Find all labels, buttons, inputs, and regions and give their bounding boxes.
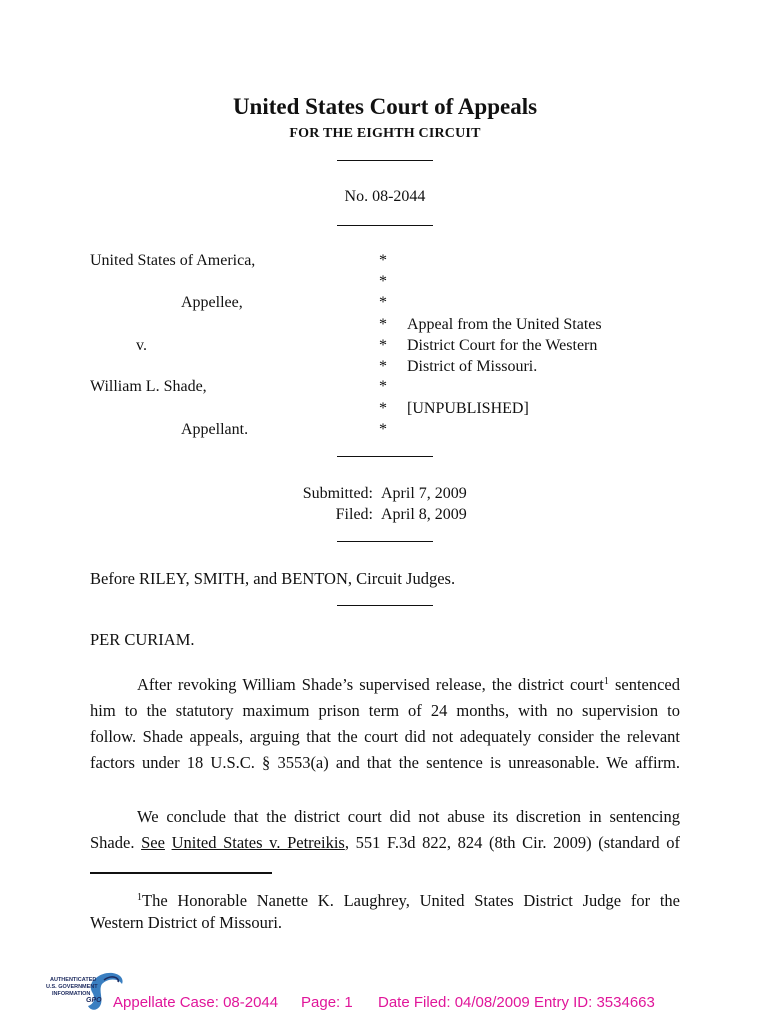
court-title: United States Court of Appeals	[232, 94, 538, 119]
caption-star: *	[379, 252, 387, 269]
caption-star: *	[379, 400, 387, 417]
party-appellee-role: Appellee,	[181, 294, 243, 311]
text: The Honorable Nanette K. Laughrey, United States District Judge for the	[142, 891, 680, 910]
circuit-subtitle: FOR THE EIGHTH CIRCUIT	[289, 126, 481, 141]
footer-case-number: Appellate Case: 08-2044	[113, 994, 279, 1011]
opinion-para2-line: We conclude that the district court did not abuse its discretion in sentencing	[137, 807, 680, 826]
filed-label: Filed:	[335, 506, 373, 523]
appeal-from-line2: District Court for the Western	[407, 337, 598, 354]
signal-see: See	[141, 833, 165, 852]
divider	[337, 225, 433, 226]
text: After revoking William Shade’s supervised release, the district court	[137, 675, 604, 694]
text: sentenced	[608, 675, 680, 694]
seal-text-line2: U.S. GOVERNMENT	[46, 984, 98, 990]
case-number: No. 08-2044	[344, 188, 426, 205]
footnote-ref: 1	[603, 676, 609, 687]
seal-text-line1: AUTHENTICATED	[50, 977, 97, 983]
caption-star: *	[379, 294, 387, 311]
caption-star: *	[379, 378, 387, 395]
party-appellant-role: Appellant.	[181, 421, 249, 438]
footnote-line2: Western District of Missouri.	[90, 913, 283, 932]
opinion-para1-line: factors under 18 U.S.C. § 3553(a) and that the sentence is unreasonable. We affirm.	[90, 753, 680, 772]
per-curiam-heading: PER CURIAM.	[90, 630, 195, 649]
text: , 551 F.3d 822, 824 (8th Cir. 2009) (standard of	[344, 833, 681, 852]
appeal-from-line3: District of Missouri.	[407, 358, 538, 375]
case-citation: United States v. Petreikis	[171, 833, 345, 852]
appeal-from-line1: Appeal from the United States	[407, 316, 602, 333]
divider	[337, 605, 433, 606]
gpo-mark: GPO	[86, 997, 102, 1004]
footer-page-number: Page: 1	[301, 994, 353, 1011]
caption-star: *	[379, 421, 387, 438]
submitted-date: April 7, 2009	[381, 485, 467, 502]
seal-text-line3: INFORMATION	[52, 991, 91, 997]
party-appellant-name: William L. Shade,	[90, 378, 207, 395]
text	[165, 833, 172, 852]
unpublished-label: [UNPUBLISHED]	[407, 400, 529, 417]
divider	[337, 160, 433, 161]
opinion-para1-line: follow. Shade appeals, arguing that the court did not adequately consider the relevant	[90, 727, 680, 746]
filed-date: April 8, 2009	[381, 506, 467, 523]
caption-star: *	[379, 337, 387, 354]
caption-star: *	[379, 358, 387, 375]
opinion-para1-line	[137, 672, 680, 698]
opinion-para2-line	[90, 830, 680, 856]
footnote-line1	[137, 890, 680, 912]
panel-judges: Before RILEY, SMITH, and BENTON, Circuit Judges.	[90, 569, 456, 588]
text: Shade.	[90, 833, 142, 852]
footer-date-filed: Date Filed: 04/08/2009 Entry ID: 3534663	[378, 994, 655, 1011]
footnote-number: 1	[137, 892, 142, 903]
submitted-label: Submitted:	[302, 485, 373, 502]
footnote-divider	[90, 872, 272, 874]
divider	[337, 456, 433, 457]
caption-star: *	[379, 316, 387, 333]
versus: v.	[136, 337, 147, 354]
party-appellee-name: United States of America,	[90, 252, 256, 269]
caption-star: *	[379, 273, 387, 290]
opinion-para1-line: him to the statutory maximum prison term of 24 months, with no supervision to	[90, 701, 680, 720]
divider	[337, 541, 433, 542]
